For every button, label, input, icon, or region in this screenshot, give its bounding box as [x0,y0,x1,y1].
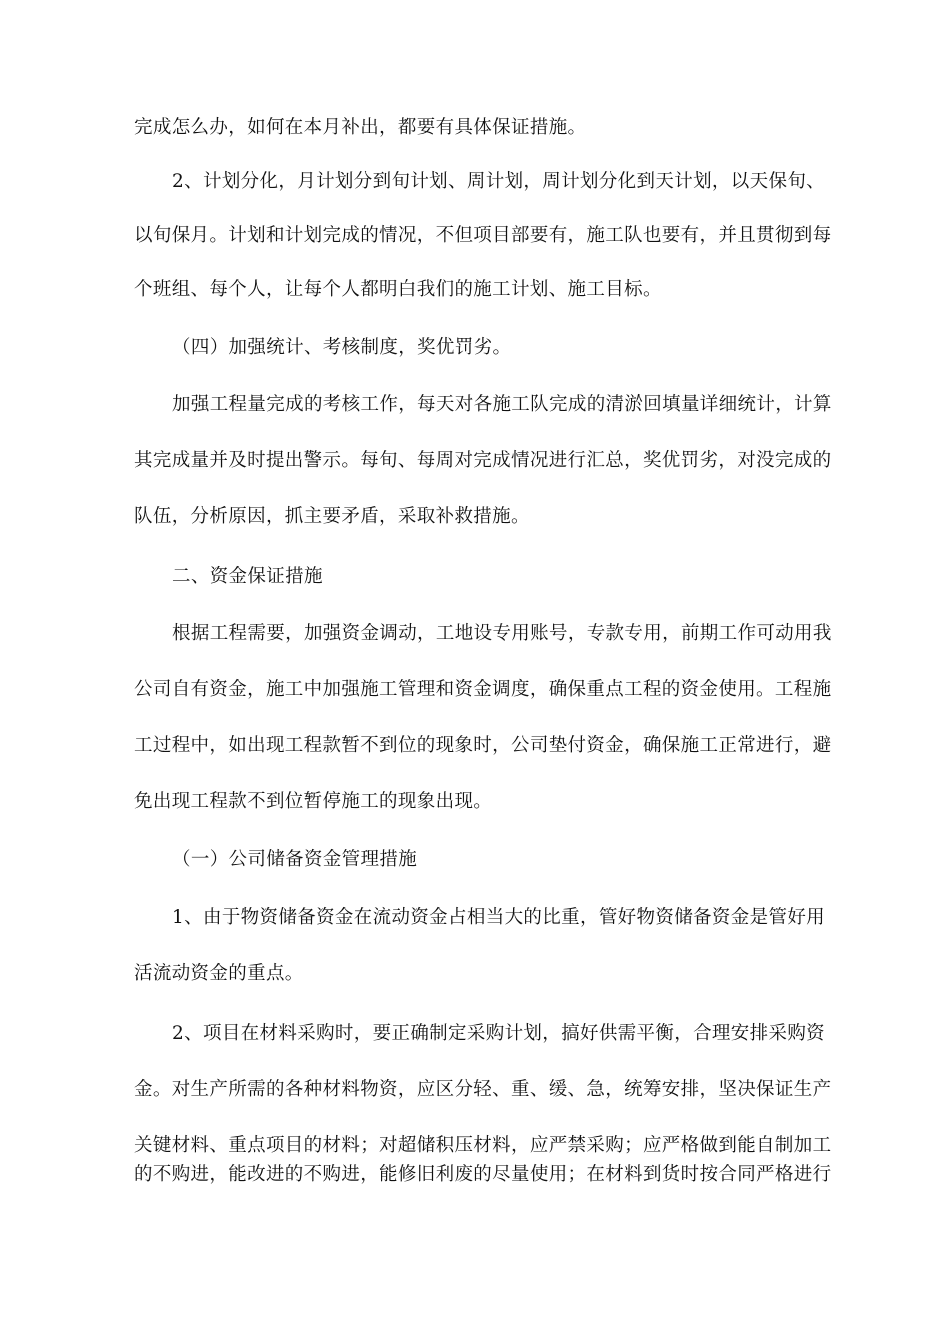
text-line-7: 其完成量并及时提出警示。每旬、每周对完成情况进行汇总，奖优罚劣，对没完成的 [134,450,832,471]
text-line-4: 个班组、每个人，让每个人都明白我们的施工计划、施工目标。 [134,279,662,300]
text-line-16: 活流动资金的重点。 [134,963,304,984]
text-line-20: 的不购进，能改进的不购进，能修旧利废的尽量使用；在材料到货时按合同严格进行 [134,1164,832,1185]
text-line-17: 2、项目在材料采购时，要正确制定采购计划，搞好供需平衡，合理安排采购资 [172,1023,826,1044]
text-line-8: 队伍，分析原因，抓主要矛盾，采取补救措施。 [134,506,530,527]
text-line-19: 关键材料、重点项目的材料；对超储积压材料，应严禁采购；应严格做到能自制加工 [134,1135,832,1156]
text-line-2: 2、计划分化，月计划分到旬计划、周计划，周计划分化到天计划，以天保旬、 [172,171,826,192]
text-line-12: 工过程中，如出现工程款暂不到位的现象时，公司垫付资金，确保施工正常进行，避 [134,735,832,756]
text-line-10: 根据工程需要，加强资金调动，工地设专用账号，专款专用，前期工作可动用我 [172,623,832,644]
text-line-3: 以旬保月。计划和计划完成的情况，不但项目部要有，施工队也要有，并且贯彻到每 [134,225,832,246]
text-line-15: 1、由于物资储备资金在流动资金占相当大的比重，管好物资储备资金是管好用 [172,907,826,928]
text-line-11: 公司自有资金，施工中加强施工管理和资金调度，确保重点工程的资金使用。工程施 [134,679,832,700]
text-line-1: 完成怎么办，如何在本月补出，都要有具体保证措施。 [134,117,587,138]
text-line-18: 金。对生产所需的各种材料物资，应区分轻、重、缓、急，统筹安排，坚决保证生产 [134,1079,832,1100]
section-heading-four: （四）加强统计、考核制度，奖优罚劣。 [172,337,512,358]
section-heading-reserve: （一）公司储备资金管理措施 [172,849,418,870]
section-heading-funding: 二、资金保证措施 [172,566,323,587]
text-line-6: 加强工程量完成的考核工作，每天对各施工队完成的清淤回填量详细统计，计算 [172,394,832,415]
text-line-13: 免出现工程款不到位暂停施工的现象出现。 [134,791,493,812]
